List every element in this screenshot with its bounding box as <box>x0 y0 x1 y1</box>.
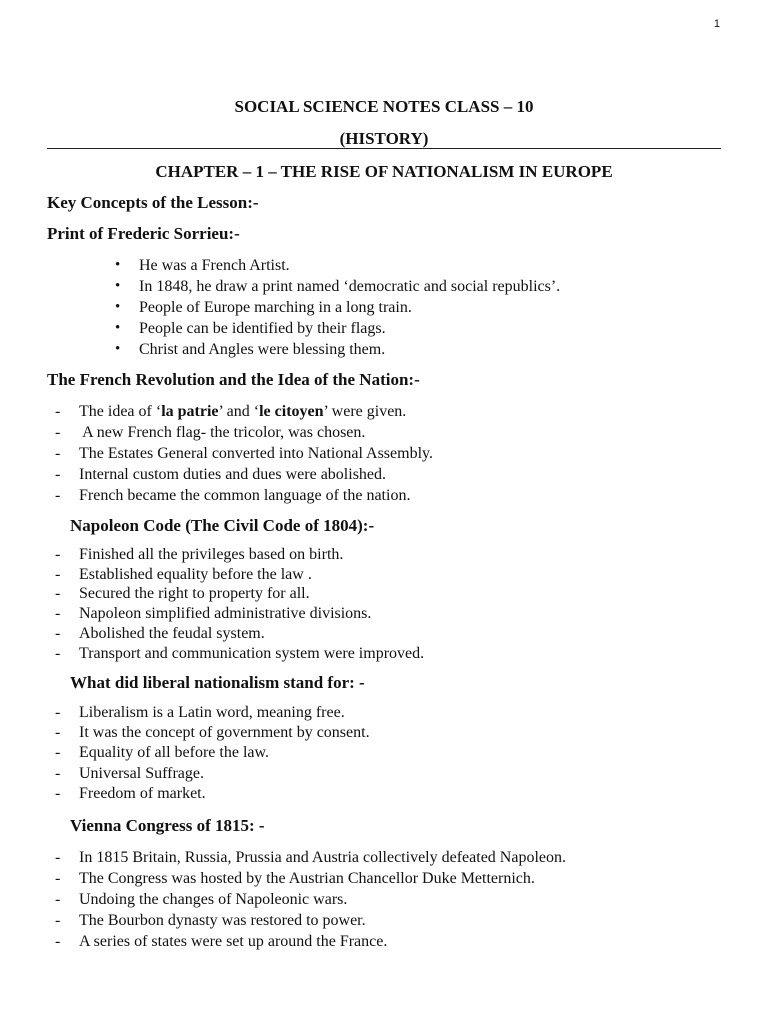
dash-mark: - <box>55 424 61 441</box>
list-item: - French became the common language of the nation. <box>55 487 411 504</box>
liberal-nationalism-list <box>55 703 370 804</box>
list-item: - A new French flag- the tricolor, was chosen. <box>55 424 366 441</box>
dash-mark: - <box>55 891 61 908</box>
bullet-mark: • <box>115 257 121 273</box>
list-item: - Internal custom duties and dues were abolished. <box>55 466 387 483</box>
list-item: - The idea of ‘la patrie’ and ‘le citoyen’ were given. <box>55 403 407 420</box>
list-item: • Christ and Angles were blessing them. <box>115 341 386 358</box>
napoleon-code-list <box>55 545 424 663</box>
dash-mark: - <box>55 565 61 583</box>
vienna-congress-list <box>55 847 566 952</box>
title-divider <box>47 148 721 149</box>
document-title: SOCIAL SCIENCE NOTES CLASS – 10 <box>234 97 534 116</box>
bullet-mark: • <box>115 341 121 357</box>
key-concepts-heading: Key Concepts of the Lesson:- <box>47 193 259 212</box>
dash-mark: - <box>55 744 61 762</box>
dash-mark: - <box>55 546 61 563</box>
list-item: - The Bourbon dynasty was restored to power. <box>55 912 366 929</box>
dash-mark: - <box>55 764 61 782</box>
list-item: - Freedom of market. <box>55 784 370 804</box>
bullet-mark: • <box>115 320 121 336</box>
dash-mark: - <box>55 849 61 866</box>
dash-mark: - <box>55 605 61 623</box>
bullet-mark: • <box>115 299 121 315</box>
list-item: - Abolished the feudal system. <box>55 624 265 642</box>
list-item: - In 1815 Britain, Russia, Prussia and Austria collectively defeated Napoleon. <box>55 849 566 866</box>
list-item: - Finished all the privileges based on birth. <box>55 546 344 563</box>
dash-mark: - <box>55 445 61 462</box>
list-item: • He was a French Artist. <box>115 257 290 274</box>
sorrieu-list <box>115 255 560 360</box>
dash-mark: - <box>55 487 61 504</box>
liberal-nationalism-heading: What did liberal nationalism stand for: - <box>70 673 365 692</box>
dash-mark: - <box>55 466 61 483</box>
list-item: - Liberalism is a Latin word, meaning free. <box>55 703 370 723</box>
dash-mark: - <box>55 704 61 721</box>
list-item: - A series of states were set up around the France. <box>55 933 388 950</box>
french-revolution-heading: The French Revolution and the Idea of the Nation:- <box>47 370 420 389</box>
list-item: - Transport and communication system were improved. <box>55 644 425 662</box>
dash-mark: - <box>55 933 61 950</box>
list-item: - Universal Suffrage. <box>55 764 370 784</box>
document-subtitle: (HISTORY) <box>339 129 429 148</box>
list-item: - It was the concept of government by consent. <box>55 723 370 743</box>
bullet-mark: • <box>115 278 121 294</box>
list-item: - Equality of all before the law. <box>55 743 370 763</box>
list-item: - The Estates General converted into National Assembly. <box>55 445 433 462</box>
dash-mark: - <box>55 644 61 662</box>
dash-mark: - <box>55 403 61 420</box>
list-item: - Undoing the changes of Napoleonic wars. <box>55 891 348 908</box>
list-item: - Established equality before the law . <box>55 565 312 583</box>
list-item: - The Congress was hosted by the Austrian Chancellor Duke Metternich. <box>55 870 535 887</box>
list-item: - Secured the right to property for all. <box>55 585 310 603</box>
french-revolution-list <box>55 401 433 506</box>
dash-mark: - <box>55 870 61 887</box>
dash-mark: - <box>55 585 61 603</box>
dash-mark: - <box>55 724 61 742</box>
chapter-title: CHAPTER – 1 – THE RISE OF NATIONALISM IN EUROPE <box>155 162 613 181</box>
napoleon-code-heading: Napoleon Code (The Civil Code of 1804):- <box>70 516 375 535</box>
dash-mark: - <box>55 624 61 642</box>
list-item: • People can be identified by their flags. <box>115 320 386 337</box>
list-item: • People of Europe marching in a long train. <box>115 299 412 316</box>
dash-mark: - <box>55 784 61 802</box>
dash-mark: - <box>55 912 61 929</box>
list-item: • In 1848, he draw a print named ‘democratic and social republics’. <box>115 278 561 295</box>
page-number: 1 <box>713 18 720 30</box>
vienna-congress-heading: Vienna Congress of 1815: - <box>70 816 265 835</box>
sorrieu-heading: Print of Frederic Sorrieu:- <box>47 224 240 243</box>
list-item: - Napoleon simplified administrative divisions. <box>55 605 372 623</box>
